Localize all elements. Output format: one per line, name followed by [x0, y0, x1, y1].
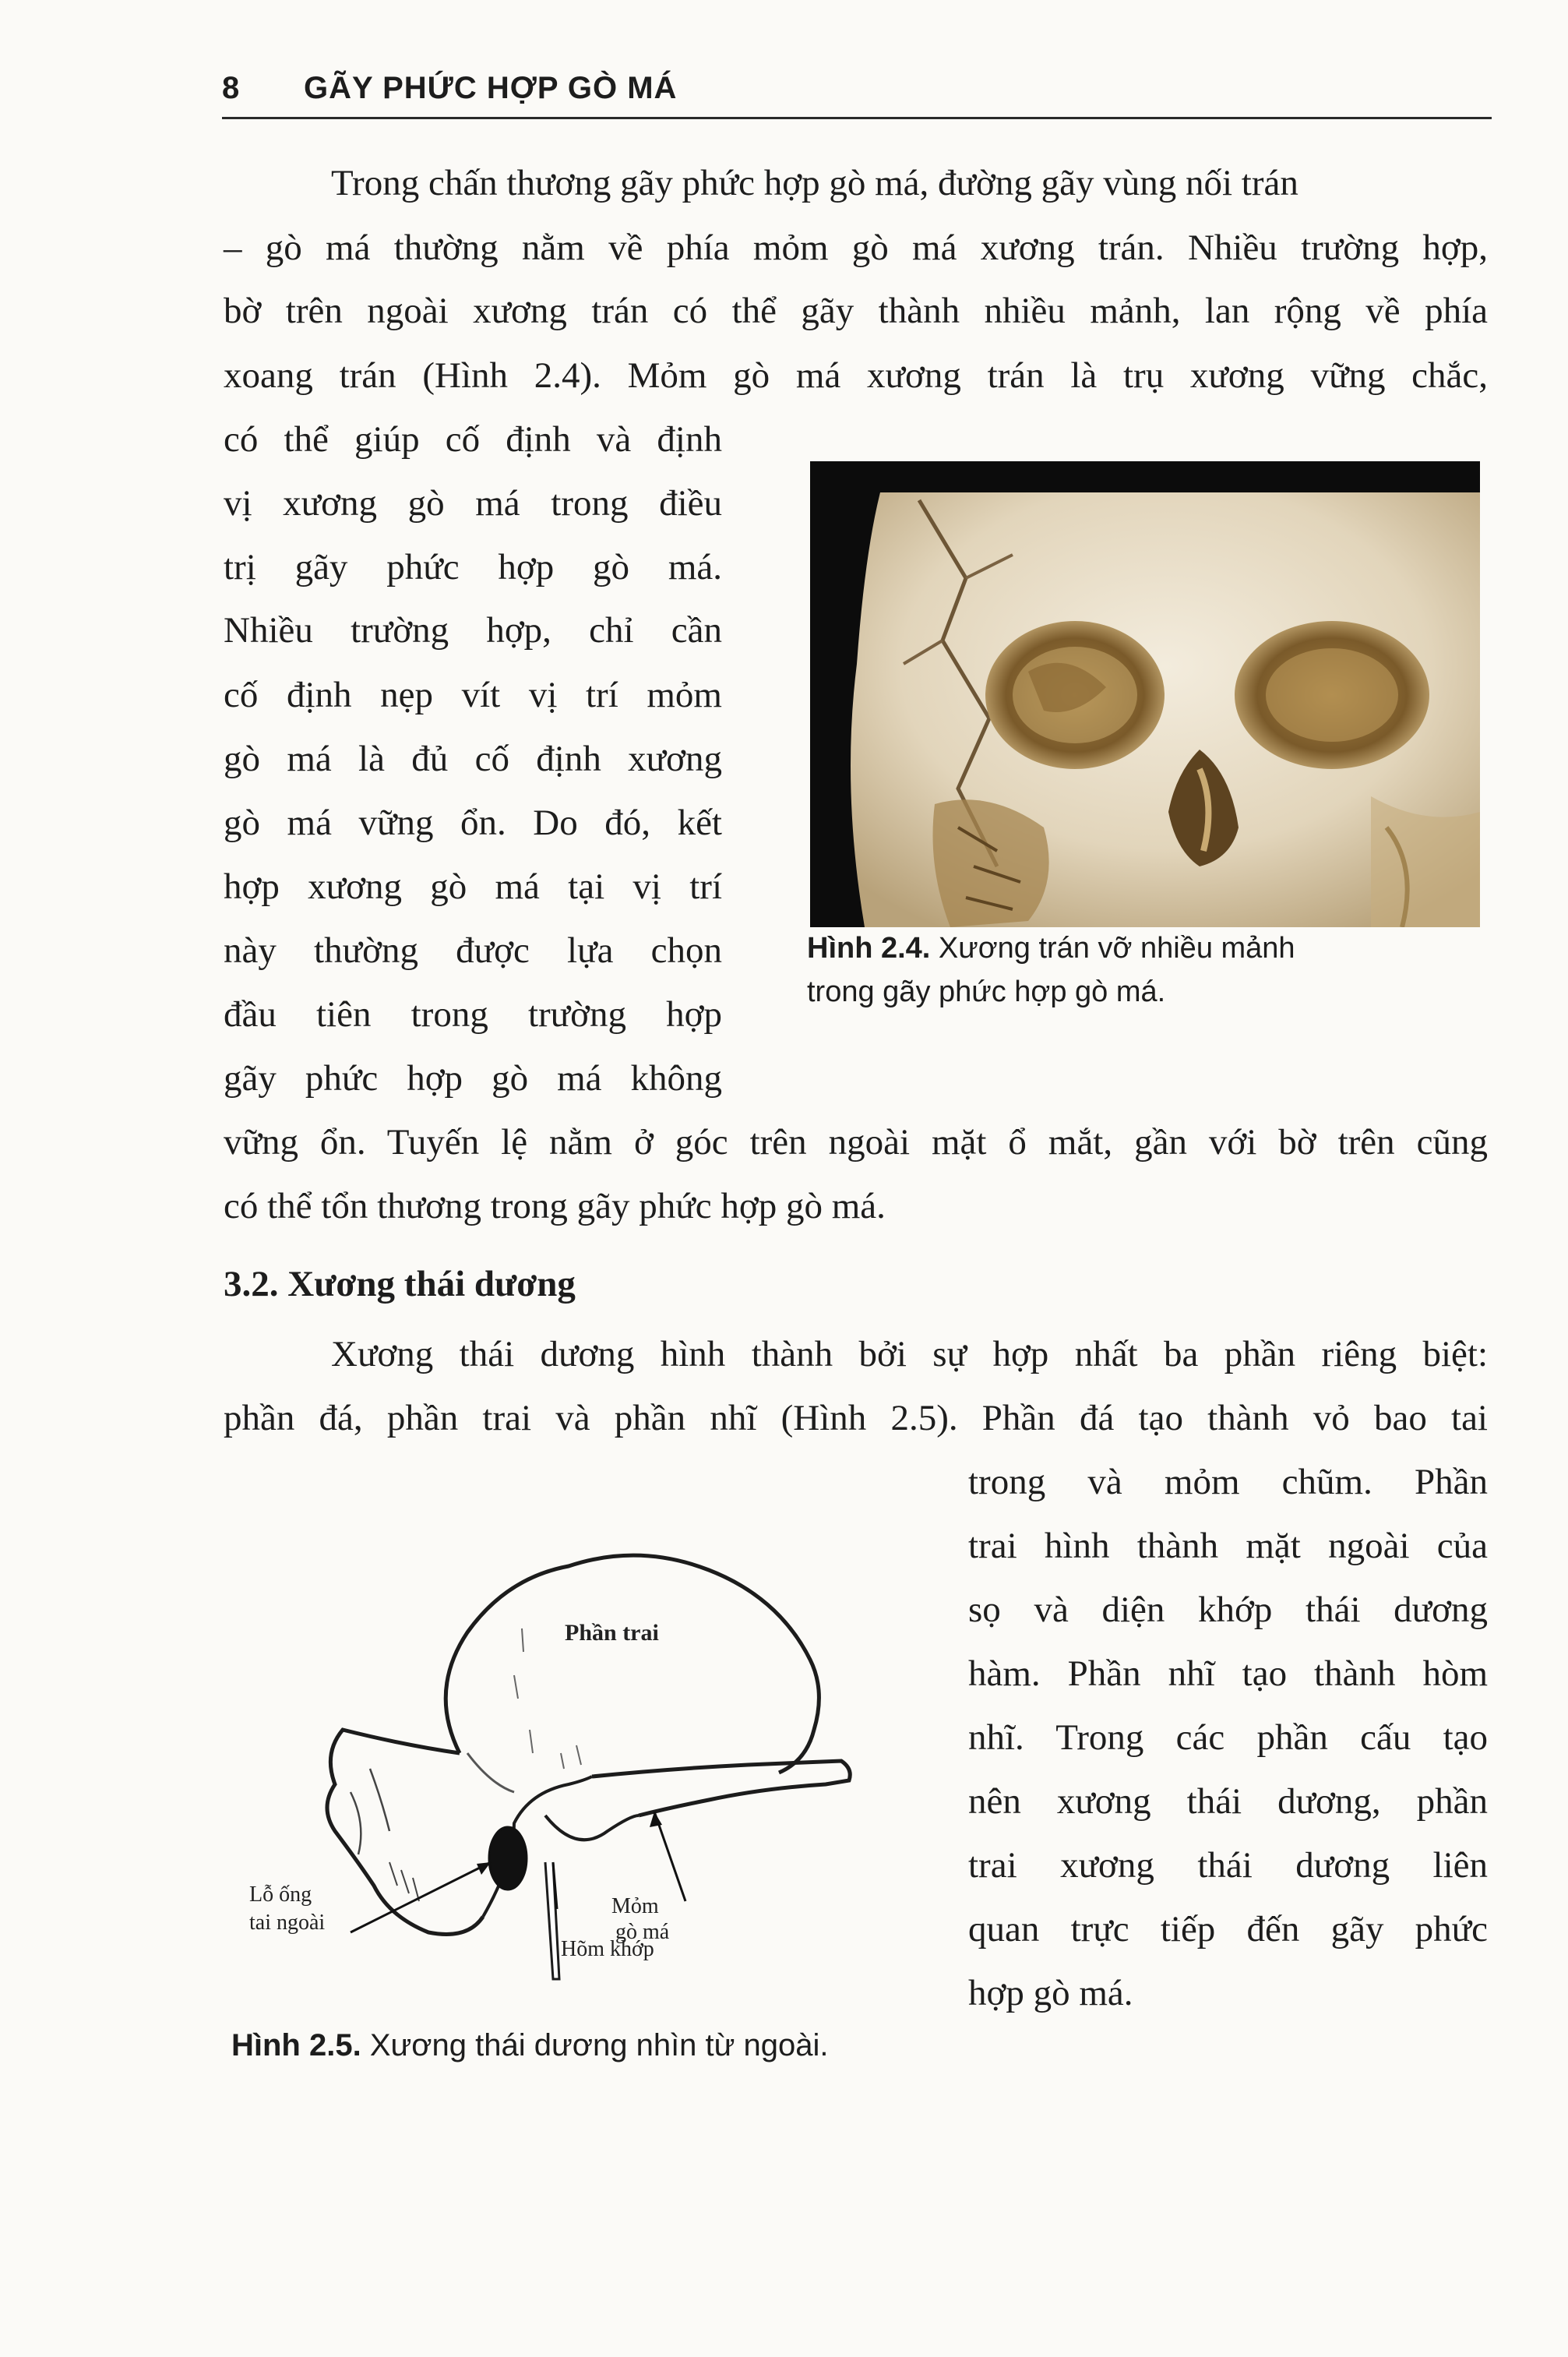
text-line: gãy phức hợp gò má không — [224, 1058, 722, 1099]
figure-2-4-caption — [807, 927, 1295, 969]
page-number: 8 — [222, 71, 240, 105]
text-line: sọ và diện khớp thái dương — [968, 1590, 1488, 1630]
section-heading: 3.2. Xương thái dương — [224, 1264, 576, 1304]
chapter-title: GÃY PHỨC HỢP GÒ MÁ — [304, 71, 678, 105]
temporal-bone-diagram — [234, 1496, 872, 2010]
figure-2-4-label: Hình 2.4. — [807, 932, 931, 965]
figure-2-5-label: Hình 2.5. — [231, 2028, 361, 2062]
text-line: có thể tổn thương trong gãy phức hợp gò má. — [224, 1186, 886, 1226]
text-line: nên xương thái dương, phần — [968, 1781, 1488, 1822]
text-line: gò má là đủ cố định xương — [224, 739, 722, 779]
text-line: cố định nẹp vít vị trí mỏm — [224, 675, 722, 715]
temporal-bone-illustration — [234, 1496, 872, 2010]
text-line: đầu tiên trong trường hợp — [224, 994, 722, 1035]
text-line: nhĩ. Trong các phần cấu tạo — [968, 1717, 1488, 1758]
figure-2-5-caption — [231, 2024, 829, 2066]
text-line: vị xương gò má trong điều — [224, 483, 722, 524]
skull-illustration — [810, 461, 1480, 927]
text-line: trai xương thái dương liên — [968, 1845, 1488, 1886]
text-line: trị gãy phức hợp gò má. — [224, 547, 722, 587]
label-mom: Mỏm — [611, 1894, 659, 1918]
text-line: bờ trên ngoài xương trán có thể gãy thành nhiều mảnh, lan rộng về phía — [224, 291, 1488, 331]
text-line: hợp xương gò má tại vị trí — [224, 866, 722, 907]
text-line: Xương thái dương hình thành bởi sự hợp nhất ba phần riêng biệt: — [331, 1334, 1488, 1374]
label-go-ma: gò má — [615, 1920, 670, 1944]
text-line: vững ổn. Tuyến lệ nằm ở góc trên ngoài mặt ổ mắt, gần với bờ trên cũng — [224, 1122, 1488, 1163]
skull-ct-image — [810, 461, 1480, 927]
text-line: Nhiều trường hợp, chỉ cần — [224, 610, 722, 651]
figure-2-4-caption-text: Xương trán vỡ nhiều mảnh — [930, 932, 1295, 965]
label-tai-ngoai: tai ngoài — [249, 1911, 326, 1935]
text-line: này thường được lựa chọn — [224, 930, 722, 971]
label-lo-ong: Lỗ ống — [249, 1882, 312, 1907]
text-line: xoang trán (Hình 2.4). Mỏm gò má xương trán là trụ xương vững chắc, — [224, 355, 1488, 396]
text-line: Trong chấn thương gãy phức hợp gò má, đường gãy vùng nối trán — [331, 163, 1298, 203]
label-hom-khop: Hõm khớp — [561, 1937, 654, 1961]
text-line: hàm. Phần nhĩ tạo thành hòm — [968, 1653, 1488, 1694]
text-line: gò má vững ổn. Do đó, kết — [224, 803, 722, 843]
text-line: trai hình thành mặt ngoài của — [968, 1526, 1488, 1566]
text-line: quan trực tiếp đến gãy phức — [968, 1909, 1488, 1949]
text-line: có thể giúp cố định và định — [224, 419, 722, 460]
label-phan-trai: Phần trai — [565, 1620, 659, 1646]
figure-2-4-caption-line2: trong gãy phức hợp gò má. — [807, 976, 1166, 1008]
page-header — [222, 69, 1492, 119]
text-line: – gò má thường nằm về phía mỏm gò má xương trán. Nhiều trường hợp, — [224, 228, 1488, 268]
figure-2-5-caption-text: Xương thái dương nhìn từ ngoài. — [361, 2028, 829, 2062]
text-line: trong và mỏm chũm. Phần — [968, 1462, 1488, 1502]
text-line: hợp gò má. — [968, 1973, 1133, 2013]
text-line: phần đá, phần trai và phần nhĩ (Hình 2.5). Phần đá tạo thành vỏ bao tai — [224, 1398, 1488, 1438]
